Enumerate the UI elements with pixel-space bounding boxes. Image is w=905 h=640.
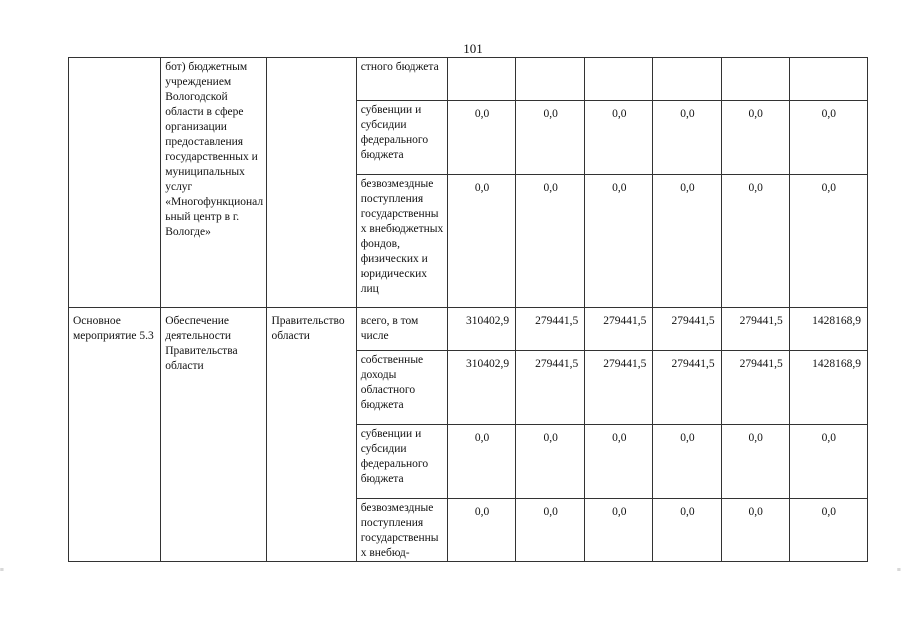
value-cell: 0,0 — [653, 499, 721, 562]
funding-source-cell: субвенции и субсидии федерального бюджета — [356, 101, 447, 175]
value-cell: 279441,5 — [653, 351, 721, 425]
table-row — [69, 58, 868, 101]
value-cell: 0,0 — [585, 175, 653, 308]
budget-table — [68, 57, 868, 562]
value-cell: 0,0 — [653, 101, 721, 175]
value-cell: 0,0 — [447, 175, 515, 308]
value-cell — [516, 58, 585, 101]
value-cell: 279441,5 — [516, 308, 585, 351]
activity-cell — [69, 58, 161, 308]
executor-cell: Правительство области — [267, 308, 356, 562]
value-cell: 279441,5 — [721, 351, 789, 425]
value-cell: 0,0 — [789, 175, 867, 308]
left-margin-mark: ≡ — [0, 566, 4, 574]
value-cell: 279441,5 — [653, 308, 721, 351]
description-cell: бот) бюджетным учреждением Вологодской области в сфере организации предоставления государственных и муниципальных услуг «Многофункциональный центр в г. Вологде» — [161, 58, 267, 308]
value-cell: 0,0 — [516, 499, 585, 562]
funding-source-cell: стного бюджета — [356, 58, 447, 101]
description-cell: Обеспечение деятельности Правительства области — [161, 308, 267, 562]
value-cell: 279441,5 — [516, 351, 585, 425]
value-cell: 279441,5 — [585, 308, 653, 351]
value-cell — [585, 58, 653, 101]
value-cell — [653, 58, 721, 101]
funding-source-cell: безвозмездные поступления государственных внебюд- — [356, 499, 447, 562]
value-cell: 0,0 — [447, 425, 515, 499]
right-margin-mark: ≡ — [897, 566, 901, 574]
executor-cell — [267, 58, 356, 308]
value-cell: 1428168,9 — [789, 308, 867, 351]
value-cell: 0,0 — [721, 175, 789, 308]
value-cell: 0,0 — [789, 499, 867, 562]
value-cell: 1428168,9 — [789, 351, 867, 425]
funding-source-cell: субвенции и субсидии федерального бюджета — [356, 425, 447, 499]
funding-source-cell: всего, в том числе — [356, 308, 447, 351]
value-cell: 0,0 — [447, 499, 515, 562]
value-cell: 0,0 — [516, 425, 585, 499]
value-cell: 0,0 — [789, 101, 867, 175]
value-cell: 0,0 — [516, 101, 585, 175]
value-cell — [789, 58, 867, 101]
value-cell: 310402,9 — [447, 308, 515, 351]
activity-cell: Основное мероприятие 5.3 — [69, 308, 161, 562]
value-cell: 279441,5 — [721, 308, 789, 351]
value-cell: 0,0 — [721, 101, 789, 175]
page-number: 101 — [463, 41, 483, 56]
value-cell: 0,0 — [721, 425, 789, 499]
value-cell: 0,0 — [585, 425, 653, 499]
funding-source-cell: собственные доходы областного бюджета — [356, 351, 447, 425]
funding-source-cell: безвозмездные поступления государственных внебюджетных фондов, физических и юридических лиц — [356, 175, 447, 308]
value-cell: 0,0 — [653, 175, 721, 308]
value-cell: 0,0 — [585, 101, 653, 175]
value-cell: 0,0 — [789, 425, 867, 499]
table-row — [69, 308, 868, 351]
value-cell: 0,0 — [585, 499, 653, 562]
value-cell: 0,0 — [653, 425, 721, 499]
value-cell — [447, 58, 515, 101]
value-cell: 0,0 — [447, 101, 515, 175]
value-cell — [721, 58, 789, 101]
value-cell: 0,0 — [516, 175, 585, 308]
value-cell: 279441,5 — [585, 351, 653, 425]
value-cell: 0,0 — [721, 499, 789, 562]
value-cell: 310402,9 — [447, 351, 515, 425]
